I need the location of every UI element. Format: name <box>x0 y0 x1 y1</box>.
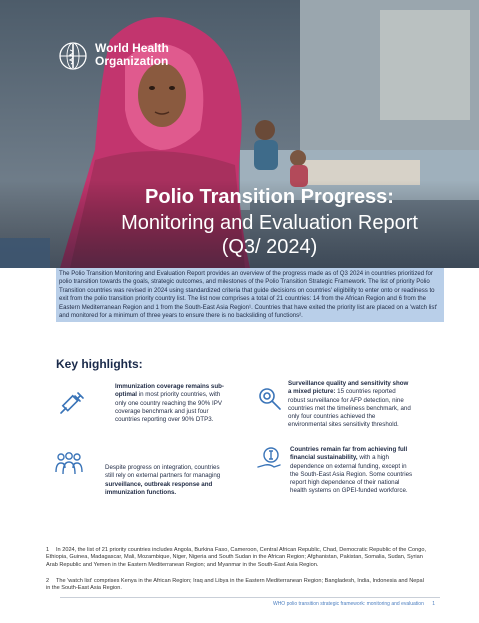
highlight-integration: Despite progress on integration, countries still rely on external partners for managing surveillance, outbreak response and immunization functions. <box>105 464 221 496</box>
finance-hand-coin-icon <box>256 445 284 473</box>
report-title-line-3: (Q3/ 2024) <box>221 236 318 258</box>
footnote-2: 2 The 'watch list' comprises Kenya in the African Region; Iraq and Libya in the Eastern Mediterranean Region; Bangladesh, India, Indonesia and Nepal in the South-East Asia Region. <box>46 578 424 592</box>
organization-name: World Health Organization <box>95 41 169 68</box>
key-highlights-heading: Key highlights: <box>56 357 143 371</box>
report-title-line-1: Polio Transition Progress: <box>145 186 394 208</box>
page-footer: WHO polio transition strategic framework: monitoring and evaluation 1 <box>272 601 435 607</box>
intro-paragraph: The Polio Transition Monitoring and Evaluation Report provides an overview of the progress made as of Q3 2024 in countries prioritized for polio transition towards the goals, strategic outcomes, and milestones of the Polio Transition Strategic Framework. The list of priority Polio Transition countries was revised in 2024 using standardized criteria that guide decisions on countries' eligibility to enter onto or readiness to exit from the polio transition priority country list. The list now comprises a total of 21 countries: 14 from the African Region and 6 from the Eastern Mediterranean Region and 1 from the South-East Asia Region¹. Countries that have exited the priority list are placed on a 'watch list' and monitored for a minimum of three years to ensure there is no backsliding of functions². <box>56 268 444 322</box>
highlight-immunization: Immunization coverage remains sub-optimal in most priority countries, with only one country reaching the 90% IPV coverage benchmark and just four countries reporting over 90% DTP3. <box>115 383 224 424</box>
highlight-surveillance: Surveillance quality and sensitivity show a mixed picture: 15 countries reported robust surveillance for AFP detection, nine countries met the timeliness benchmark, and only four countries achieved the environmental sites sensitivity threshold. <box>288 380 411 429</box>
who-emblem-icon <box>58 41 88 71</box>
people-group-icon <box>55 450 83 476</box>
hero-photo <box>0 0 479 268</box>
syringe-icon <box>58 388 86 416</box>
highlight-finance: Countries remain far from achieving full financial sustainability, with a high dependence on external funding, except in the South-East Asia Region. Some countries report high dependence of their national health systems on GPEI-funded workforce. <box>290 446 413 495</box>
footnote-1: 1 In 2024, the list of 21 priority countries includes Angola, Burkina Faso, Cameroon, Central African Republic, Chad, Democratic Republic of the Congo, Ethiopia, Guinea, Madagascar, Mali, Mozambique, Niger, Nigeria and South Sudan in the African Region; Afghanistan, Pakistan, Somalia, Sudan, Syrian Arab Republic and Yemen in the Eastern Mediterranean Region; and Myanmar in the South-East Asia Region. <box>46 547 427 568</box>
surveillance-search-icon <box>257 386 283 412</box>
report-title-line-2: Monitoring and Evaluation Report <box>121 212 418 234</box>
page-number: 1 <box>432 601 435 607</box>
footer-divider <box>60 597 440 598</box>
